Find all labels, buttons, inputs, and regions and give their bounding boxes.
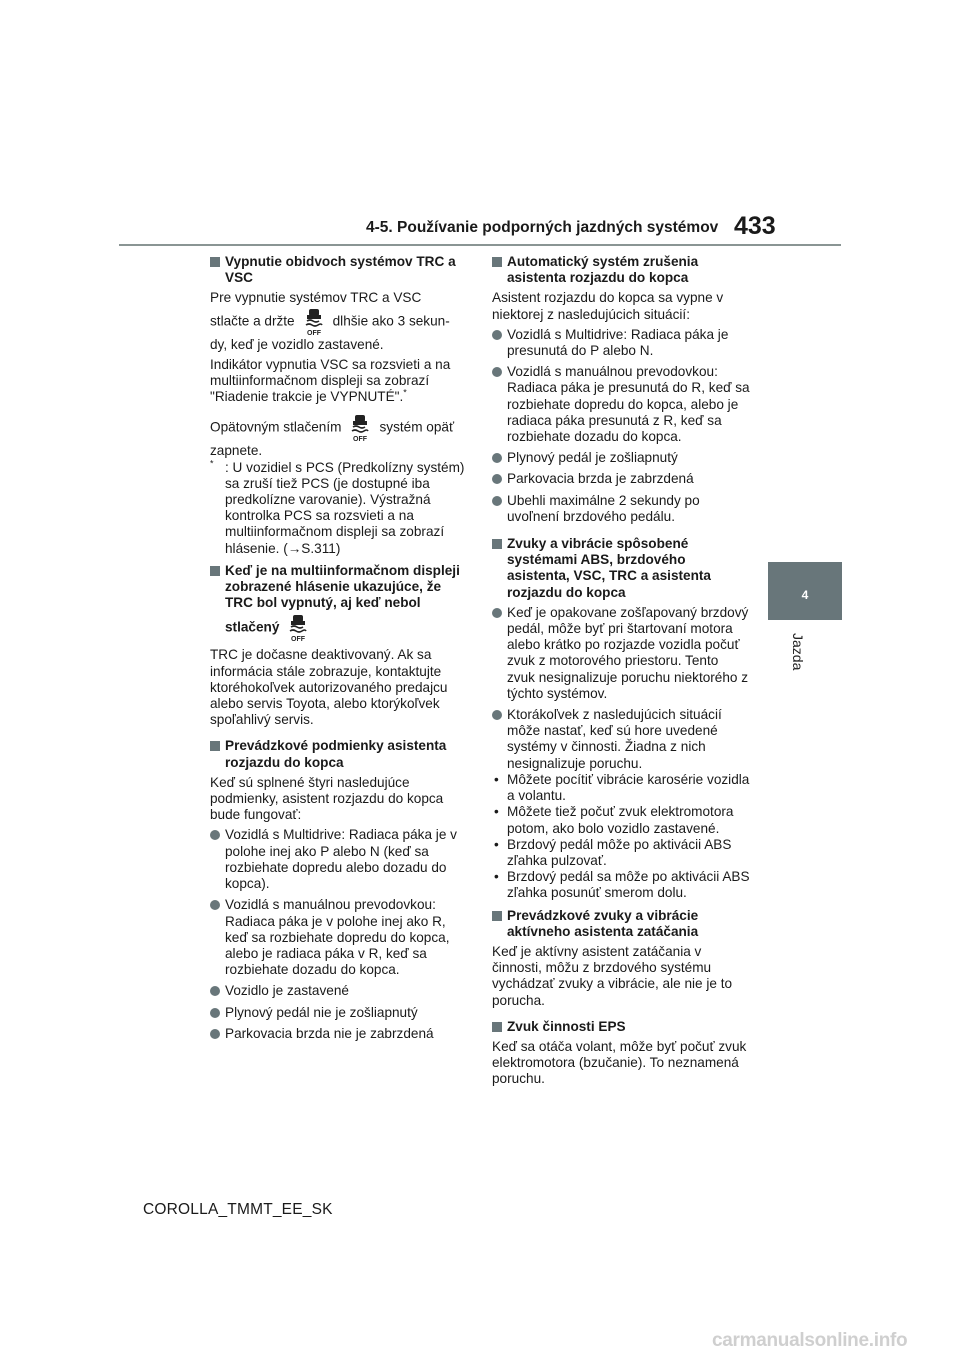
section-heading: Keď je na multiinformačnom displeji zobrazené hlásenie ukazujúce, že TRC bol vypnutý, aj keď nebol stlačený OFF [210,563,468,644]
list-item: Vozidlá s manuálnou prevodovkou: Radiaca páka je v polohe inej ako R, keď sa rozbiehate dopredu do kopca, alebo je radiaca páka v R, keď sa rozbiehate dozadu do kopca. [210,897,468,978]
paragraph: dy, keď je vozidlo zastavené. [210,336,384,352]
vsc-off-text: OFF [306,329,321,337]
document-code: COROLLA_TMMT_EE_SK [143,1201,333,1218]
paragraph: Keď sú splnené štyri nasledujúce podmienky, asistent rozjazdu do kopca bude fungovať: [210,774,444,823]
header-divider [119,244,841,246]
section-heading: Zvuk činnosti EPS [492,1019,750,1035]
square-bullet-icon [492,1022,502,1032]
list-item: Plynový pedál nie je zošliapnutý [210,1005,468,1021]
dash-item: • Brzdový pedál sa môže po aktivácii ABS zľahka posunúť smerom dolu. [494,869,750,901]
section-heading: Prevádzkové zvuky a vibrácie aktívneho asistenta zatáčania [492,908,750,940]
list-item: Vozidlá s Multidrive: Radiaca páka je presunutá do P alebo N. [492,327,750,359]
paragraph: Keď sa otáča volant, môže byť počuť zvuk elektromotora (bzučanie). To neznamená poruchu. [492,1038,747,1087]
paragraph: Pre vypnutie systémov TRC a VSC [210,290,422,306]
square-bullet-icon [210,741,220,751]
round-bullet-icon [492,710,502,720]
round-bullet-icon [492,608,502,618]
section-heading: Vypnutie obidvoch systémov TRC a VSC [210,254,468,286]
paragraph: Asistent rozjazdu do kopca sa vypne v niektorej z nasledujúcich situácií: [492,290,724,322]
paragraph: Indikátor vypnutia VSC sa rozsvieti a na multiinformačnom displeji sa zobrazí "Riadenie trakcie je VYPNUTÉ".* [210,356,451,405]
round-bullet-icon [492,496,502,506]
left-column [210,254,468,1047]
round-bullet-icon [210,1029,220,1039]
list-item: Parkovacia brzda je zabrzdená [492,471,750,487]
paragraph: zapnete. [210,443,263,459]
vsc-off-icon [285,613,311,643]
square-bullet-icon [210,257,220,267]
paragraph: stlačte a držte OFF dlhšie ako 3 sekun- [210,307,468,337]
square-bullet-icon [492,911,502,921]
page-number: 433 [734,212,776,240]
paragraph: Keď je aktívny asistent zatáčania v činnosti, môžu z brzdového systému vychádzať zvuky a vibrácie, ale nie je to porucha. [492,943,733,1008]
dash-item: • Môžete pocítiť vibrácie karosérie vozidla a volantu. [494,771,750,804]
list-item: Plynový pedál je zošliapnutý [492,450,750,466]
list-item: Keď je opakovane zošľapovaný brzdový pedál, môže byť pri štartovaní motora alebo krátko po rozjazde vozidla počuť zvuk z motorového priestoru. Tento zvuk nesignalizuje poruchu niektorého z týchto systémov. [492,605,750,702]
list-item: Ubehli maximálne 2 sekundy po uvoľnení brzdového pedálu. [492,493,750,525]
square-bullet-icon [492,539,502,549]
header-title: 4-5. Používanie podporných jazdných systémov [366,219,719,236]
dash-item: • Brzdový pedál môže po aktivácii ABS zľahka pulzovať. [494,836,732,868]
vsc-off-text: OFF [353,436,368,444]
round-bullet-icon [210,900,220,910]
right-column [492,254,750,1092]
list-item: Vozidlo je zastavené [210,983,468,999]
list-item: Parkovacia brzda nie je zabrzdená [210,1026,468,1042]
section-heading: Automatický systém zrušenia asistenta rozjazdu do kopca [492,254,750,286]
round-bullet-icon [492,367,502,377]
watermark: carmanualsonline.info [712,1330,908,1351]
round-bullet-icon [492,453,502,463]
chapter-tab [768,562,842,620]
chapter-tab-number: 4 [801,588,809,602]
round-bullet-icon [210,830,220,840]
list-item: Vozidlá s Multidrive: Radiaca páka je v polohe inej ako P alebo N (keď sa rozbiehate dopredu alebo dozadu do kopca). [210,827,468,892]
section-heading: Prevádzkové podmienky asistenta rozjazdu do kopca [210,738,468,770]
square-bullet-icon [210,566,220,576]
list-item: Ktorákoľvek z nasledujúcich situácií môže nastať, keď sú hore uvedené systémy v činnosti. Žiadna z nich nesignalizuje poruchu. [492,707,750,772]
vsc-off-text: OFF [291,636,306,644]
dash-item: • Môžete tiež počuť zvuk elektromotora potom, ako bolo vozidlo zastavené. [494,804,734,836]
paragraph: TRC je dočasne deaktivovaný. Ak sa informácia stále zobrazuje, kontaktujte ktoréhokoľvek autorizovaného predajcu alebo servis Toyota, alebo ktorýkoľvek spoľahlivý servis. [210,647,448,728]
footnote: * : U vozidiel s PCS (Predkolízny systém) sa zruší tiež PCS (je dostupné iba predkolízne varovanie). Výstražná kontrolka PCS sa rozsvieti a na multiinformačnom displeji sa zobrazí hlásenie. (→S.311) [210,458,465,556]
square-bullet-icon [492,257,502,267]
round-bullet-icon [492,474,502,484]
list-item: Vozidlá s manuálnou prevodovkou: Radiaca páka je presunutá do R, keď sa rozbiehate dopredu do kopca, alebo je radiaca páka presunutá z R, keď sa rozbiehate dozadu do kopca. [492,364,750,445]
round-bullet-icon [210,986,220,996]
vsc-off-icon [347,413,373,443]
vsc-off-icon [301,307,327,337]
section-heading: Zvuky a vibrácie spôsobené systémami ABS, brzdového asistenta, VSC, TRC a asistenta rozjazdu do kopca [492,536,750,601]
round-bullet-icon [492,330,502,340]
round-bullet-icon [210,1008,220,1018]
chapter-tab-label: Jazda [790,633,806,671]
paragraph: Opätovným stlačením OFF systém opäť [210,413,468,443]
